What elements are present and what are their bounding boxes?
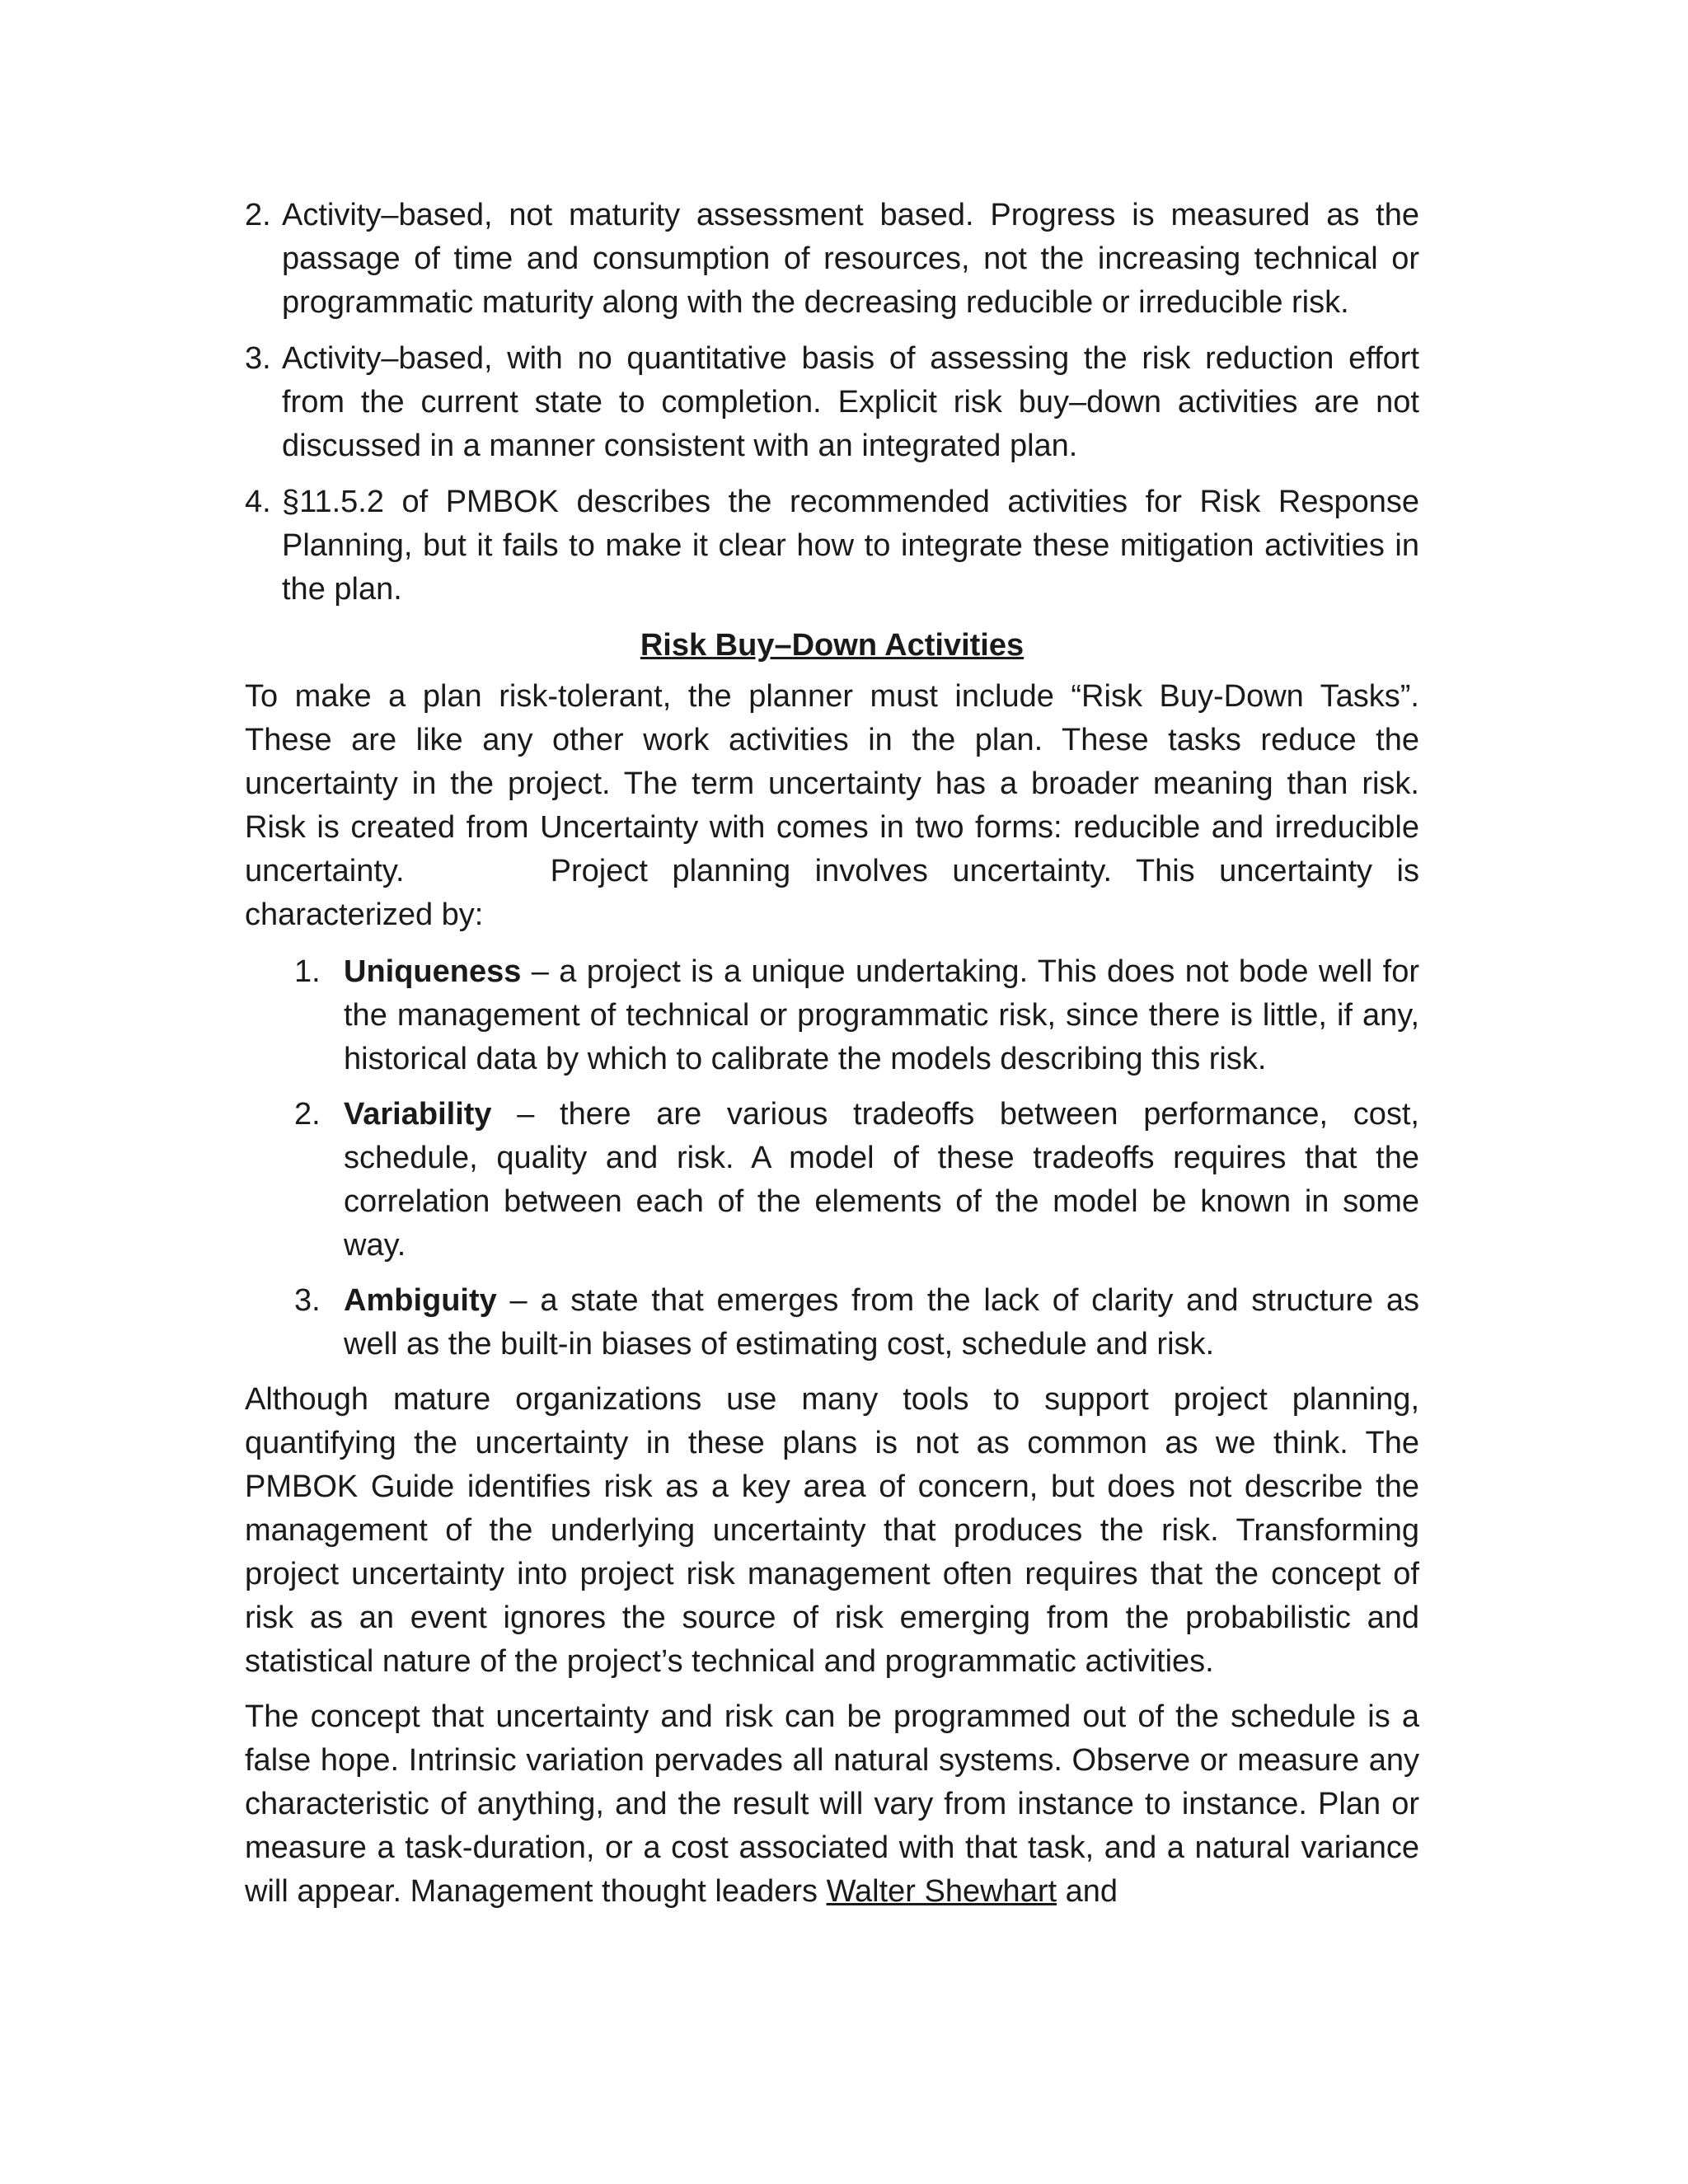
document-page <box>245 194 1428 1914</box>
list-item <box>245 337 1419 468</box>
list-item-text: Activity–based, not maturity assessment based. Progress is measured as the passage of time and consumption of resources, not the increasing technical or programmatic maturity along with the decreasing reducible or irreducible risk. <box>282 198 1419 320</box>
paragraph-text-end: and <box>1057 1874 1118 1909</box>
list-item-number: 3. <box>245 341 271 376</box>
characteristic-text: – there are various tradeoffs between performance, cost, schedule, quality and risk. A model of these tradeoffs requires that the correlation between each of the elements of the model be known in some way. <box>344 1097 1419 1263</box>
characteristic-item <box>245 950 1419 1081</box>
characteristic-item <box>245 1279 1419 1366</box>
top-numbered-list <box>245 194 1419 612</box>
characteristic-text: – a state that emerges from the lack of clarity and structure as well as the built-in biases of estimating cost, schedule and risk. <box>344 1283 1419 1361</box>
characteristic-number: 1. <box>294 954 321 989</box>
list-item-text: Activity–based, with no quantitative basis of assessing the risk reduction effort from the current state to completion. Explicit risk buy–down activities are not discussed in a manner consistent with an integrated plan. <box>282 341 1419 463</box>
list-item-number: 2. <box>245 198 271 232</box>
characteristic-number: 2. <box>294 1097 321 1132</box>
characteristic-term: Variability <box>344 1097 492 1132</box>
list-item-text: §11.5.2 of PMBOK describes the recommended activities for Risk Response Planning, but it fails to make it clear how to integrate these mitigation activities in the plan. <box>282 485 1419 607</box>
characteristic-term: Uniqueness <box>344 954 522 989</box>
characteristic-text: – a project is a unique undertaking. This does not bode well for the management of technical or programmatic risk, since there is little, if any, historical data by which to calibrate the models describing this risk. <box>344 954 1419 1076</box>
section-heading: Risk Buy–Down Activities <box>640 628 1025 663</box>
body-paragraph-last <box>245 1695 1419 1914</box>
paragraph-text: The concept that uncertainty and risk can be programmed out of the schedule is a false hope. Intrinsic variation pervades all natural systems. Observe or measure any characteristic of anything, and the result will vary from instance to instance. Plan or measure a task-duration, or a cost associated with that task, and a natural variance will appear. Management thought leaders <box>245 1699 1419 1909</box>
list-item-number: 4. <box>245 485 271 519</box>
characteristic-number: 3. <box>294 1283 321 1318</box>
walter-shewhart-link[interactable]: Walter Shewhart <box>826 1874 1057 1909</box>
characteristic-term: Ambiguity <box>344 1283 497 1318</box>
list-item <box>245 194 1419 325</box>
characteristic-item <box>245 1093 1419 1268</box>
characteristics-list <box>245 950 1419 1366</box>
list-item <box>245 480 1419 612</box>
intro-paragraph: To make a plan risk-tolerant, the planner must include “Risk Buy-Down Tasks”. These are like any other work activities in the plan. These tasks reduce the uncertainty in the project. The term uncertainty has a broader meaning than risk. Risk is created from Uncertainty with comes in two forms: reducible and irreducible uncertainty. Project planning involves uncertainty. This uncertainty is characterized by: <box>245 679 1428 932</box>
body-paragraph: Although mature organizations use many tools to support project planning, quantifying the uncertainty in these plans is not as common as we think. The PMBOK Guide identifies risk as a key area of concern, but does not describe the management of the underlying uncertainty that produces the risk. Transforming project uncertainty into project risk management often requires that the concept of risk as an event ignores the source of risk emerging from the probabilistic and statistical nature of the project’s technical and programmatic activities. <box>245 1382 1419 1679</box>
